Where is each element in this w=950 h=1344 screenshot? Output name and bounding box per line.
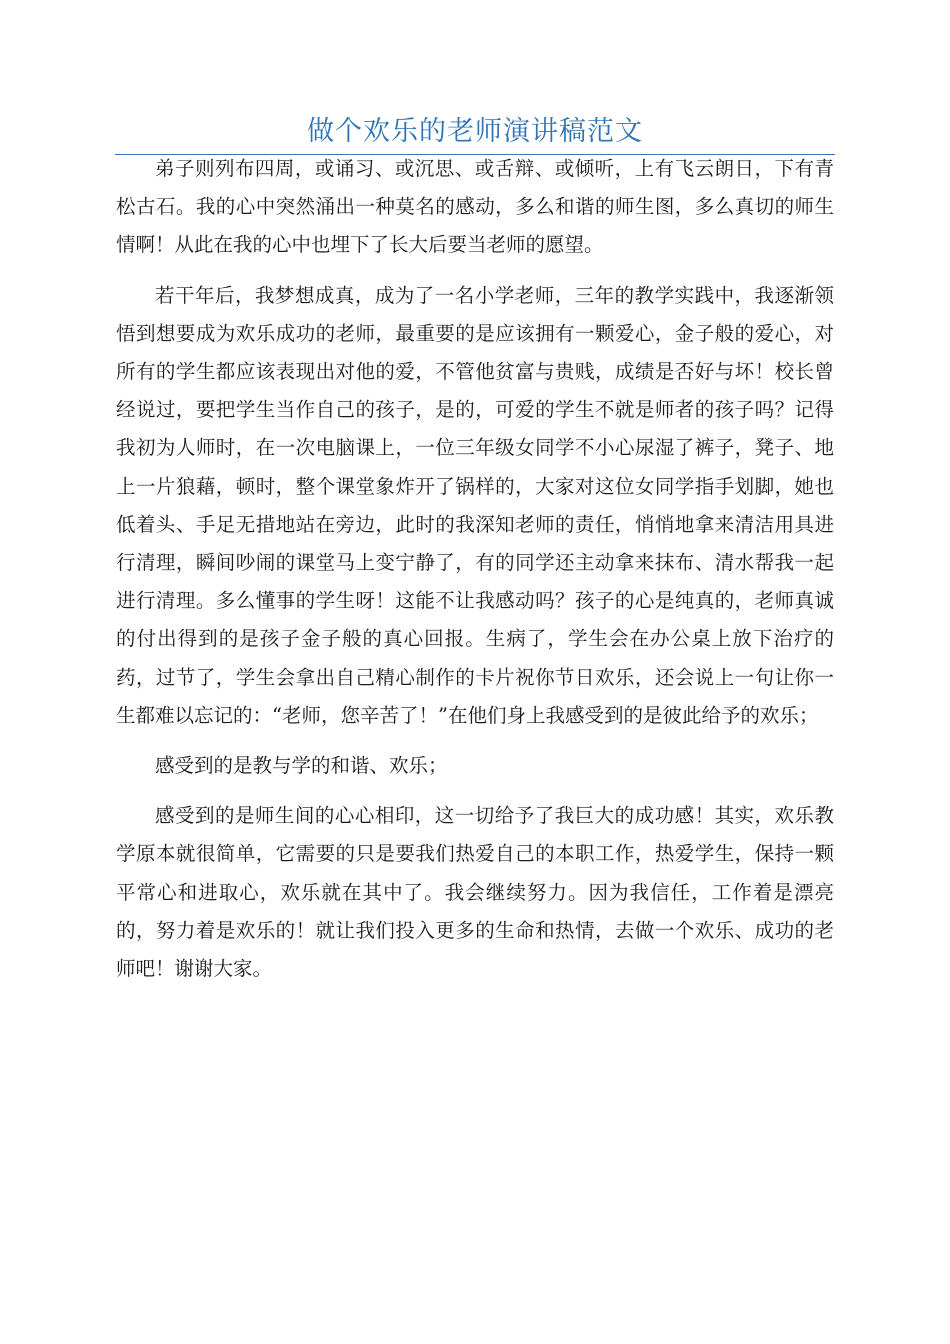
document-body [116, 150, 834, 1000]
paragraph-3: 感受到的是教与学的和谐、欢乐； [155, 754, 448, 778]
paragraph-4: 感受到的是师生间的心心相印，这一切给予了我巨大的成功感！其实，欢乐教学原本就很简单，它需要的只是要我们热爱自己的本职工作，热爱学生，保持一颗平常心和进取心，欢乐就在其中了。我会继续努力。因为我信任，工作着是漂亮的，努力着是欢乐的！就让我们投入更多的生命和热情，去做一个欢乐、成功的老师吧！谢谢大家。 [116, 804, 834, 981]
paragraph-1: 弟子则列布四周，或诵习、或沉思、或舌辩、或倾听，上有飞云朗日，下有青松古石。我的心中突然涌出一种莫名的感动，多么和谐的师生图，多么真切的师生情啊！从此在我的心中也埋下了长大后要当老师的愿望。 [116, 157, 834, 257]
document-title: 做个欢乐的老师演讲稿范文 [307, 116, 643, 147]
paragraph-2: 若干年后，我梦想成真，成为了一名小学老师，三年的教学实践中，我逐渐领悟到想要成为欢乐成功的老师，最重要的是应该拥有一颗爱心，金子般的爱心，对所有的学生都应该表现出对他的爱，不管他贫富与贵贱，成绩是否好与坏！校长曾经说过，要把学生当作自己的孩子，是的，可爱的学生不就是师者的孩子吗？记得我初为人师时，在一次电脑课上，一位三年级女同学不小心尿湿了裤子，凳子、地上一片狼藉，顿时，整个课堂象炸开了锅样的，大家对这位女同学指手划脚，她也低着头、手足无措地站在旁边，此时的我深知老师的责任，悄悄地拿来清洁用具进行清理，瞬间吵闹的课堂马上变宁静了，有的同学还主动拿来抹布、清水帮我一起进行清理。多么懂事的学生呀！这能不让我感动吗？孩子的心是纯真的，老师真诚的付出得到的是孩子金子般的真心回报。生病了，学生会在办公桌上放下治疗的药，过节了，学生会拿出自己精心制作的卡片祝你节日欢乐，还会说上一句让你一生都难以忘记的：“老师，您辛苦了！”在他们身上我感受到的是彼此给予的欢乐； [116, 283, 834, 727]
